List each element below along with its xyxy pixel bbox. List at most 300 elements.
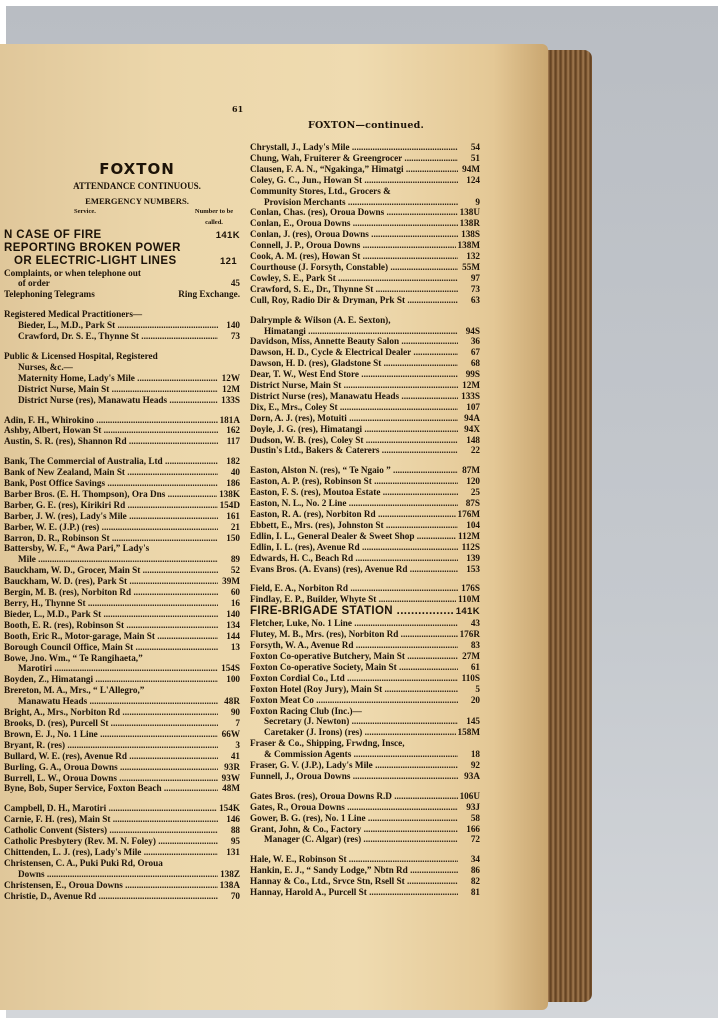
directory-entry — [250, 564, 480, 575]
power-entry-line1: REPORTING BROKEN POWER — [4, 241, 181, 254]
entry-number: 21 — [230, 521, 240, 532]
directory-entry — [4, 576, 240, 587]
entry-number: 132 — [466, 251, 480, 262]
directory-entry — [4, 773, 240, 784]
directory-entry — [250, 358, 480, 369]
entry-number: 133S — [221, 394, 240, 405]
page-number: 61 — [232, 104, 244, 114]
section-gap — [4, 406, 240, 415]
hospital-list — [4, 373, 240, 406]
directory-entry — [250, 542, 480, 553]
entry-number: 162 — [226, 425, 240, 436]
directory-entry — [4, 880, 240, 891]
power-entry-line2: OR ELECTRIC-LIGHT LINES 121 — [14, 254, 238, 267]
entry-name: Catholic Presbytery (Rev. M. N. Foley) ..... — [4, 836, 218, 847]
entry-number: 89 — [230, 554, 240, 565]
directory-entry — [250, 684, 480, 695]
entry-name: Barber Bros. (E. H. Thompson), Ora Dns ..... — [4, 489, 217, 500]
entry-number: 9 — [475, 196, 480, 207]
entry-name: Connell, J. P., Oroua Downs ..... — [250, 240, 456, 251]
entry-name: Barber, W. E. (J.P.) (res) ..... — [4, 522, 218, 533]
entry-number: 104 — [466, 519, 480, 530]
entry-name: Catholic Convent (Sisters) ..... — [4, 825, 218, 836]
directory-entry — [250, 186, 480, 197]
entry-number: 138S — [461, 229, 480, 240]
entry-name: Byne, Bob, Super Service, Foxton Beach ..... — [4, 783, 218, 794]
entry-name: Bryant, R. (res) ..... — [4, 740, 218, 751]
entry-name: Findlay, E. P., Builder, Whyte St ..... — [250, 594, 456, 605]
entry-name: Secretary (J. Newton) ..... — [264, 716, 458, 727]
entry-number: 40 — [230, 467, 240, 478]
directory-entry — [4, 674, 240, 685]
entry-number: 82 — [470, 876, 480, 887]
entry-number: 81 — [470, 887, 480, 898]
directory-entry — [250, 197, 480, 208]
entry-number: 166 — [466, 823, 480, 834]
directory-entry — [18, 395, 240, 406]
directory-entry — [4, 533, 240, 544]
entry-number: 186 — [226, 478, 240, 489]
directory-entry — [250, 813, 480, 824]
entry-name: Manager (C. Algar) (res) ..... — [264, 834, 458, 845]
entry-number: 106U — [459, 790, 480, 801]
directory-entry — [250, 749, 480, 760]
directory-entry — [4, 642, 240, 653]
telegrams-entry: Telephoning Telegrams Ring Exchange. — [4, 289, 240, 300]
directory-entry — [250, 706, 480, 717]
entry-number: 13 — [230, 641, 240, 652]
entry-name: Dawson, H. D. (res), Gladstone St ..... — [250, 358, 458, 369]
entry-name: Chittenden, L. J. (res), Lady's Mile ..... — [4, 847, 218, 858]
entry-name: Coley, G. C., Jun., Howan St ..... — [250, 175, 458, 186]
entry-number: 146 — [226, 814, 240, 825]
entry-name: Foxton Hotel (Roy Jury), Main St ..... — [250, 684, 458, 695]
entry-number: 97 — [470, 272, 480, 283]
directory-entry — [250, 336, 480, 347]
entry-name: Hankin, E. J., “ Sandy Lodge,” Nbtn Rd ..... — [250, 865, 458, 876]
entry-name: Carnie, F. H. (res), Main St ..... — [4, 814, 218, 825]
entry-name: Conlan, Chas. (res), Oroua Downs ..... — [250, 207, 458, 218]
directory-entry — [4, 891, 240, 902]
entry-number: 154K — [219, 803, 240, 814]
directory-entry — [4, 456, 240, 467]
section-gap — [4, 300, 240, 309]
entry-name: Burling, G. A., Oroua Downs ..... — [4, 762, 218, 773]
directory-entry — [250, 651, 480, 662]
entry-name: Dustin's Ltd., Bakers & Caterers ..... — [250, 445, 458, 456]
hospital-header-line2: Nurses, &c.— — [18, 361, 73, 372]
entry-name: Gates Bros. (res), Oroua Downs R.D ..... — [250, 791, 458, 802]
entry-number: 34 — [470, 854, 480, 865]
entry-number: 22 — [470, 445, 480, 456]
directory-entry — [4, 803, 240, 814]
entry-number: 87S — [465, 498, 480, 509]
entry-number: 68 — [470, 358, 480, 369]
service-column-label: Service. — [74, 207, 96, 215]
entry-number: 107 — [466, 401, 480, 412]
entry-number: 60 — [230, 587, 240, 598]
entry-name: Dear, T. W., West End Store ..... — [250, 369, 458, 380]
directory-entry — [250, 413, 480, 424]
entry-name: Easton, A. P. (res), Robinson St ..... — [250, 476, 458, 487]
directory-entry — [4, 751, 240, 762]
directory-entry — [4, 631, 240, 642]
entry-number: 182 — [226, 456, 240, 467]
entry-name: Dudson, W. B. (res), Coley St ..... — [250, 435, 458, 446]
directory-entry — [250, 153, 480, 164]
directory-entry — [250, 876, 480, 887]
section-gap — [250, 306, 480, 315]
entry-name: Fraser & Co., Shipping, Frwdng, Insce, — [250, 738, 405, 749]
entry-number: 43 — [470, 618, 480, 629]
entry-number: 54 — [470, 142, 480, 152]
entry-name: Provision Merchants ..... — [264, 197, 458, 208]
entry-name: Easton, Alston N. (res), “ Te Ngaio ” ..... — [250, 465, 458, 476]
entry-name: Himatangi ..... — [264, 326, 458, 337]
entry-name: Burrell, L. W., Oroua Downs ..... — [4, 773, 218, 784]
entry-name: Austin, S. R. (res), Shannon Rd ..... — [4, 436, 218, 447]
directory-entry — [250, 465, 480, 476]
entry-name: Cull, Roy, Radio Dir & Dryman, Prk St ..... — [250, 295, 458, 306]
entry-name: Booth, Eric R., Motor-garage, Main St ..... — [4, 631, 218, 642]
entry-number: 94A — [464, 412, 480, 423]
directory-entry — [250, 673, 480, 684]
entry-number: 16 — [230, 598, 240, 608]
entry-name: Dix, E., Mrs., Coley St ..... — [250, 402, 458, 413]
directory-entry — [250, 662, 480, 673]
directory-entry — [4, 554, 240, 565]
directory-entry — [18, 331, 240, 342]
directory-entry — [4, 609, 240, 620]
entry-name: Fletcher, Luke, No. 1 Line ..... — [250, 618, 458, 629]
entry-number: 140 — [226, 608, 240, 619]
entry-name: Hannay, Harold A., Purcell St ..... — [250, 887, 458, 898]
directory-entry — [250, 498, 480, 509]
entry-name: Bieder, L., M.D., Park St ..... — [18, 320, 218, 331]
directory-entry — [250, 760, 480, 771]
entry-name: Fraser, G. V. (J.P.), Lady's Mile ..... — [250, 760, 458, 771]
entry-number: 51 — [470, 152, 480, 163]
entry-name: Doyle, J. G. (res), Himatangi ..... — [250, 424, 458, 435]
directory-entry — [4, 436, 240, 447]
section-gap — [250, 845, 480, 854]
entry-number: 39M — [222, 576, 240, 587]
entry-name: Bauckham, W. D., Grocer, Main St ..... — [4, 565, 218, 576]
directory-entry — [250, 240, 480, 251]
entry-name: Chung, Wah, Fruiterer & Greengrocer ..... — [250, 153, 458, 164]
entry-name: District Nurse (res), Manawatu Heads ..... — [18, 395, 218, 406]
directory-entry — [250, 553, 480, 564]
entry-name: Adin, F. H., Whirokino ..... — [4, 415, 218, 426]
a-entries-list — [4, 415, 240, 448]
entry-name: Gates, R., Oroua Downs ..... — [250, 802, 458, 813]
entry-name: Forsyth, W. A., Avenue Rd ..... — [250, 640, 458, 651]
entry-number: 90 — [230, 707, 240, 718]
directory-entry — [4, 663, 240, 674]
directory-entry — [250, 605, 480, 618]
entry-name: Ashby, Albert, Howan St ..... — [4, 425, 218, 436]
directory-entry — [4, 478, 240, 489]
directory-entry — [250, 629, 480, 640]
entry-name: Dalrymple & Wilson (A. E. Sexton), — [250, 314, 391, 325]
entry-name: Manawatu Heads ..... — [18, 696, 218, 707]
directory-entry — [250, 487, 480, 498]
c-continued-list — [250, 142, 480, 306]
entry-number: 12W — [221, 372, 240, 383]
directory-entry — [250, 727, 480, 738]
directory-entry — [4, 489, 240, 500]
directory-entry — [4, 587, 240, 598]
entry-name: Bieder, L., M.D., Park St ..... — [4, 609, 218, 620]
entry-number: 139 — [466, 552, 480, 563]
entry-number: 176M — [457, 509, 480, 519]
entry-number: 150 — [226, 532, 240, 543]
g-entries-list — [250, 791, 480, 846]
directory-entry — [4, 685, 240, 696]
complaints-entry-line1: Complaints, or when telephone out — [4, 267, 141, 278]
right-column — [250, 142, 480, 898]
entry-name: Bank, Post Office Savings ..... — [4, 478, 218, 489]
entry-number: 61 — [470, 661, 480, 672]
section-gap — [250, 782, 480, 791]
emergency-column-headers — [34, 207, 240, 229]
entry-name: Campbell, D. H., Marotiri ..... — [4, 803, 217, 814]
directory-entry — [250, 802, 480, 813]
entry-name: Bank of New Zealand, Main St ..... — [4, 467, 218, 478]
entry-number: 138R — [459, 218, 480, 229]
entry-number: 94S — [465, 325, 480, 336]
entry-number: 131 — [226, 846, 240, 857]
directory-entry — [4, 565, 240, 576]
directory-entry — [250, 347, 480, 358]
directory-entry — [4, 847, 240, 858]
directory-entry — [4, 696, 240, 707]
directory-entry — [250, 531, 480, 542]
entry-number: 70 — [230, 890, 240, 901]
section-gap — [250, 456, 480, 465]
directory-entry — [250, 380, 480, 391]
entry-number: 138A — [219, 879, 240, 890]
entry-number: 176S — [461, 583, 480, 594]
directory-entry — [250, 791, 480, 802]
entry-name: Easton, R. A. (res), Norbiton Rd ..... — [250, 509, 456, 520]
entry-number: 83 — [470, 640, 480, 651]
entry-name: Conlan, J. (res), Oroua Downs ..... — [250, 229, 458, 240]
directory-entry — [250, 509, 480, 520]
entry-number: 93J — [466, 801, 480, 812]
entry-name: Bergin, M. B. (res), Norbiton Rd ..... — [4, 587, 218, 598]
directory-entry — [4, 858, 240, 869]
entry-name: & Commission Agents ..... — [264, 749, 458, 760]
directory-entry — [250, 251, 480, 262]
entry-name: Bright, A., Mrs., Norbiton Rd ..... — [4, 707, 218, 718]
entry-name: Christie, D., Avenue Rd ..... — [4, 891, 218, 902]
directory-entry — [250, 854, 480, 865]
directory-entry — [4, 543, 240, 554]
entry-number: 41 — [230, 750, 240, 761]
entry-number: 134 — [226, 619, 240, 630]
entry-number: 158M — [457, 727, 480, 738]
entry-name: Dawson, H. D., Cycle & Electrical Dealer ..... — [250, 347, 458, 358]
entry-number: 124 — [466, 174, 480, 185]
entry-name: Conlan, E., Oroua Downs ..... — [250, 218, 458, 229]
directory-entry — [250, 771, 480, 782]
entry-name: Foxton Cordial Co., Ltd ..... — [250, 673, 458, 684]
directory-entry — [4, 511, 240, 522]
entry-number: 5 — [475, 683, 480, 694]
town-heading: FOXTON — [99, 160, 175, 178]
directory-entry — [250, 695, 480, 706]
entry-number: 95 — [230, 836, 240, 847]
directory-entry — [250, 887, 480, 898]
directory-entry — [250, 164, 480, 175]
entry-number: 154D — [219, 499, 240, 510]
entry-number: 153 — [466, 563, 480, 574]
entry-number: 133S — [461, 390, 480, 401]
entry-name: Clausen, F. A. N., “Ngakinga,” Himatgi ..... — [250, 164, 458, 175]
d-entries-list — [250, 315, 480, 457]
directory-entry — [250, 445, 480, 456]
directory-entry — [250, 229, 480, 240]
entry-number: 48R — [224, 696, 240, 707]
entry-number: 73 — [470, 283, 480, 294]
entry-name: Caretaker (J. Irons) (res) ..... — [264, 727, 456, 738]
entry-name: Courthouse (J. Forsyth, Constable) ..... — [250, 262, 458, 273]
directory-entry — [250, 273, 480, 284]
entry-number: 92 — [470, 760, 480, 771]
entry-number: 72 — [470, 834, 480, 845]
entry-name: Barber, J. W. (res), Lady's Mile ..... — [4, 511, 218, 522]
entry-name: Barron, D. R., Robinson St ..... — [4, 533, 218, 544]
fire-entry: N CASE OF FIRE 141K — [4, 228, 240, 241]
directory-entry — [18, 320, 240, 331]
entry-number: 99S — [465, 369, 480, 380]
directory-entry — [250, 295, 480, 306]
entry-name: Edwards, H. C., Beach Rd ..... — [250, 553, 458, 564]
entry-number: 7 — [235, 717, 240, 728]
entry-name: Borough Council Office, Main St ..... — [4, 642, 218, 653]
entry-name: Gower, B. G. (res), No. 1 Line ..... — [250, 813, 458, 824]
directory-entry — [250, 435, 480, 446]
directory-entry — [4, 500, 240, 511]
entry-number: 138U — [459, 207, 480, 218]
directory-entry — [250, 315, 480, 326]
directory-entry — [250, 594, 480, 605]
entry-name: Marotiri ..... — [18, 663, 218, 674]
entry-number: 48M — [222, 783, 240, 794]
directory-entry — [250, 142, 480, 153]
entry-name: Community Stores, Ltd., Grocers & — [250, 185, 391, 196]
entry-name: Christensen, C. A., Puki Puki Rd, Oroua — [4, 857, 163, 868]
entry-name: Funnell, J., Oroua Downs ..... — [250, 771, 458, 782]
entry-number: 27M — [462, 650, 480, 661]
entry-number: 12M — [462, 380, 480, 391]
entry-number: 117 — [226, 436, 240, 447]
entry-name: District Nurse, Main St ..... — [250, 380, 458, 391]
entry-name: Grant, John, & Co., Factory ..... — [250, 824, 458, 835]
entry-name: Edlin, I. L., General Dealer & Sweet Shop ..... — [250, 531, 456, 542]
entry-name: Chrystall, J., Lady's Mile ..... — [250, 142, 458, 153]
directory-entry — [250, 640, 480, 651]
number-column-label: Number to be called. — [194, 207, 234, 226]
entry-number: 87M — [462, 465, 480, 476]
directory-entry — [250, 824, 480, 835]
entry-number: 88 — [230, 825, 240, 836]
entry-number: 120 — [466, 476, 480, 487]
entry-number: 93A — [464, 770, 480, 781]
entry-name: District Nurse, Main St ..... — [18, 384, 218, 395]
entry-number: 145 — [466, 716, 480, 727]
directory-entry — [4, 825, 240, 836]
entry-number: 100 — [226, 674, 240, 685]
entry-number: 154S — [221, 663, 240, 674]
directory-entry — [250, 207, 480, 218]
directory-entry — [250, 834, 480, 845]
directory-entry — [250, 262, 480, 273]
entry-name: Crawford, S. E., Dr., Thynne St ..... — [250, 284, 458, 295]
directory-entry — [18, 384, 240, 395]
entry-number: 18 — [470, 749, 480, 760]
entry-name: Bowe, Jno. Wm., “ Te Rangihaeta,” — [4, 652, 143, 663]
entry-name: Ebbett, E., Mrs. (res), Johnston St ..... — [250, 520, 458, 531]
entry-number: 112M — [458, 530, 480, 541]
b-entries-list — [4, 456, 240, 794]
entry-number: 67 — [470, 347, 480, 358]
entry-name: Dorn, A. J. (res), Motuiti ..... — [250, 413, 458, 424]
entry-name: Bauckham, W. D. (res), Park St ..... — [4, 576, 218, 587]
directory-entry — [4, 425, 240, 436]
entry-number: 55M — [462, 261, 480, 272]
entry-number: 138K — [219, 488, 240, 499]
entry-name: Cowley, S. E., Park St ..... — [250, 273, 458, 284]
directory-entry — [250, 583, 480, 594]
directory-entry — [4, 620, 240, 631]
directory-entry — [250, 520, 480, 531]
entry-number: 176R — [459, 629, 480, 640]
entry-name: Easton, F. S. (res), Moutoa Estate ..... — [250, 487, 458, 498]
entry-number: 73 — [230, 331, 240, 342]
entry-name: Davidson, Miss, Annette Beauty Salon ..... — [250, 336, 458, 347]
directory-entry — [250, 865, 480, 876]
entry-name: Maternity Home, Lady's Mile ..... — [18, 373, 218, 384]
directory-entry — [250, 424, 480, 435]
entry-name: Crawford, Dr. S. E., Thynne St ..... — [18, 331, 218, 342]
entry-name: Barber, G. E. (res), Kirikiri Rd ..... — [4, 500, 218, 511]
entry-name: District Nurse (res), Manawatu Heads ..... — [250, 391, 458, 402]
entry-number: 12M — [222, 383, 240, 394]
entry-number: 138M — [457, 240, 480, 251]
directory-entry — [250, 716, 480, 727]
directory-entry — [4, 783, 240, 794]
complaints-entry-line2: of order 45 — [18, 278, 240, 289]
directory-entry — [4, 762, 240, 773]
entry-name: Evans Bros. (A. Evans) (res), Avenue Rd ..... — [250, 564, 458, 575]
entry-number: 144 — [226, 630, 240, 641]
entry-name: Christensen, E., Oroua Downs ..... — [4, 880, 218, 891]
entry-name: Mile ..... — [18, 554, 218, 565]
entry-number: 161 — [226, 510, 240, 521]
f-entries-list — [250, 583, 480, 781]
directory-entry — [4, 598, 240, 609]
directory-entry — [4, 869, 240, 880]
entry-number: 138Z — [220, 868, 240, 879]
entry-name: Bullard, W. E. (res), Avenue Rd ..... — [4, 751, 218, 762]
entry-name: Cook, A. M. (res), Howan St ..... — [250, 251, 458, 262]
directory-entry — [4, 718, 240, 729]
directory-entry — [4, 836, 240, 847]
directory-entry — [4, 814, 240, 825]
directory-entry — [4, 707, 240, 718]
